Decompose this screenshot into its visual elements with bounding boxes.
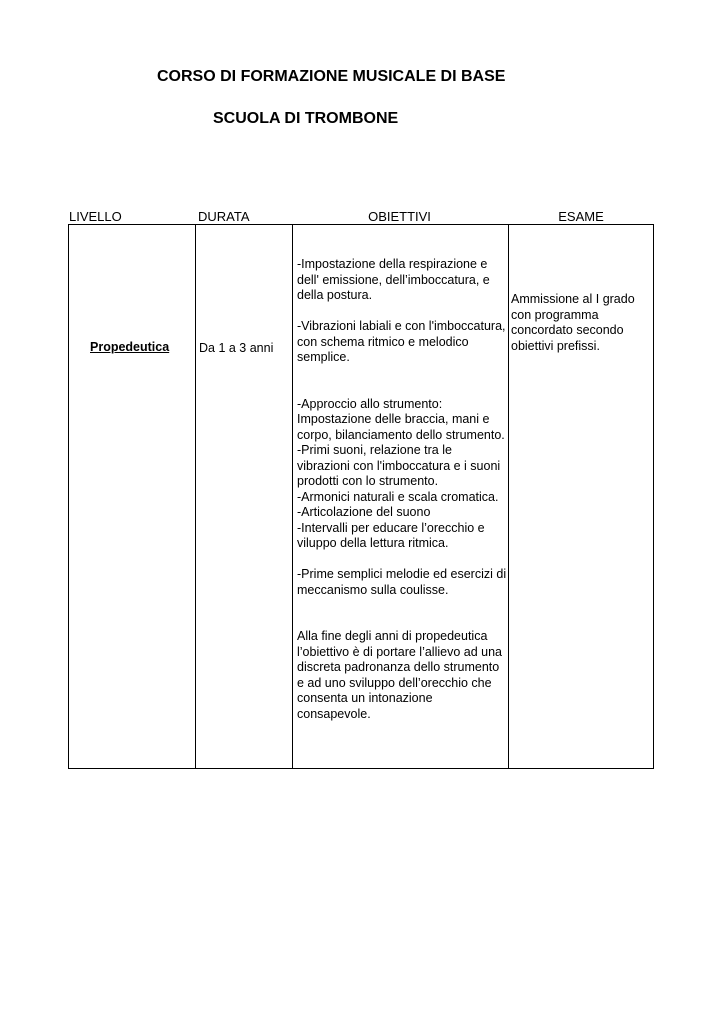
column-divider (508, 225, 509, 768)
cell-obiettivi (297, 257, 507, 722)
objective-item: -Primi suoni, relazione tra le vibrazioni con l'imboccatura e i suoni prodotti con lo strumento. (297, 443, 501, 488)
objective-item: -Articolazione del suono (297, 505, 431, 519)
header-obiettivi: OBIETTIVI (368, 209, 431, 224)
header-livello: LIVELLO (69, 209, 122, 224)
cell-esame: Ammissione al I grado con programma concordato secondo obiettivi prefissi. (511, 292, 635, 353)
objective-item: -Intervalli per educare l’orecchio e viluppo della lettura ritmica. (297, 520, 485, 550)
cell-durata: Da 1 a 3 anni (199, 341, 274, 355)
objective-item: -Impostazione della respirazione e dell' emissione, dell’imboccatura, e della postura. (297, 257, 490, 302)
objective-item: -Approccio allo strumento: Impostazione delle braccia, mani e corpo, bilanciamento dello strumento. (297, 396, 505, 442)
objective-item: -Armonici naturali e scala cromatica. (297, 489, 499, 504)
objective-summary: Alla fine degli anni di propedeutica l’obiettivo è di portare l’allievo ad una discreta padronanza dello strumento e ad uno sviluppo dell’orecchio che consenta un intonazione consapevole. (297, 629, 502, 721)
document-subtitle: SCUOLA DI TROMBONE (213, 110, 399, 127)
column-divider (195, 225, 196, 768)
header-durata: DURATA (198, 209, 250, 224)
objective-item: -Prime semplici melodie ed esercizi di meccanismo sulla coulisse. (297, 567, 507, 597)
document-title: CORSO DI FORMAZIONE MUSICALE DI BASE (157, 68, 506, 85)
column-divider (292, 225, 293, 768)
objective-item: -Vibrazioni labiali e con l'imboccatura, con schema ritmico e melodico semplice. (297, 319, 506, 364)
header-esame: ESAME (558, 209, 604, 224)
cell-livello: Propedeutica (90, 340, 170, 354)
